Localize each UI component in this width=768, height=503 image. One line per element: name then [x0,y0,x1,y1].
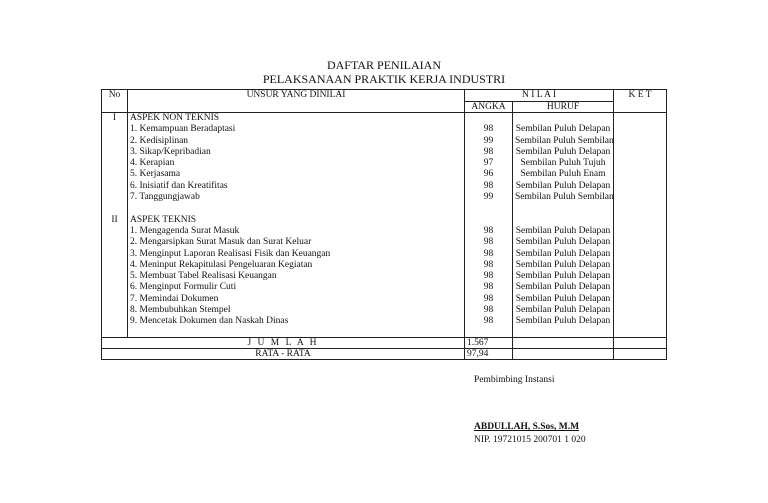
item-angka: 99 [483,135,494,146]
item-huruf: Sembilan Puluh Tujuh [520,158,606,169]
item-label: 7. Memindai Dokumen [130,293,219,304]
header-ket: K E T [614,90,667,113]
rata-label: RATA - RATA [102,349,465,360]
ket-column [614,113,667,338]
item-angka: 98 [483,316,494,327]
item-huruf: Sembilan Puluh Delapan [515,146,611,157]
section-title: ASPEK NON TEKNIS [130,113,220,123]
pembimbing-label: Pembimbing Instansi [474,375,555,385]
item-angka: 98 [483,293,494,304]
item-angka: 98 [483,180,494,191]
item-label: 6. Inisiatif dan Kreatifitas [130,180,228,191]
item-huruf: Sembilan Puluh Enam [520,169,606,180]
header-no: No [102,90,128,113]
item-huruf: Sembilan Puluh Sembilan [515,135,614,146]
item-huruf: Sembilan Puluh Delapan [515,293,611,304]
signatory-name: ABDULLAH, S.Sos, M.M [474,422,580,432]
item-huruf: Sembilan Puluh Delapan [515,259,611,270]
no-column [102,113,128,338]
header-huruf: HURUF [513,102,614,113]
header-nilai: N I L A I [465,90,614,102]
item-label: 5. Membuat Tabel Realisasi Keuangan [130,271,277,282]
header-unsur: UNSUR YANG DINILAI [128,90,465,113]
item-angka: 98 [483,237,494,248]
item-huruf: Sembilan Puluh Sembilan [515,192,614,203]
document-title: DAFTAR PENILAIAN [326,58,442,72]
item-huruf: Sembilan Puluh Delapan [515,271,611,282]
section-title: ASPEK TEKNIS [130,214,197,225]
item-label: 9. Mencetak Dokumen dan Naskah Dinas [130,316,289,327]
item-label: 6. Menginput Formulir Cuti [130,282,237,293]
item-label: 8. Membubuhkan Stempel [130,305,231,316]
item-angka: 99 [483,192,494,203]
item-label: 4. Kerapian [130,158,175,169]
header-angka: ANGKA [465,102,513,113]
item-angka: 98 [483,225,494,236]
item-huruf: Sembilan Puluh Delapan [515,316,611,327]
section-no: I [112,113,117,123]
item-label: 5. Kerjasama [130,169,181,180]
item-label: 1. Mengagenda Surat Masuk [130,225,240,236]
huruf-column [513,113,614,338]
item-angka: 98 [483,124,494,135]
jumlah-label: J U M L A H [102,338,465,349]
item-angka: 96 [483,169,494,180]
document-subtitle: PELAKSANAAN PRAKTIK KERJA INDUSTRI [262,72,506,86]
item-angka: 98 [483,146,494,157]
item-huruf: Sembilan Puluh Delapan [515,305,611,316]
item-angka: 98 [483,248,494,259]
item-label: 2. Mengarsipkan Surat Masuk dan Surat Keluar [130,237,312,248]
item-angka: 97 [483,158,494,169]
item-angka: 98 [483,259,494,270]
item-label: 2. Kedisiplinan [130,135,189,146]
item-huruf: Sembilan Puluh Delapan [515,124,611,135]
signatory-nip: NIP. 19721015 200701 1 020 [474,435,586,445]
item-huruf: Sembilan Puluh Delapan [515,282,611,293]
rata-value: 97,94 [465,349,513,360]
item-label: 3. Sikap/Kepribadian [130,146,211,157]
item-label: 4. Meninput Rekapitulasi Pengeluaran Kegiatan [130,259,313,270]
item-angka: 98 [483,271,494,282]
item-angka: 98 [483,305,494,316]
jumlah-value: 1.567 [465,338,513,349]
item-huruf: Sembilan Puluh Delapan [515,248,611,259]
item-label: 7. Tanggungjawab [130,192,200,203]
assessment-table [101,89,667,360]
item-huruf: Sembilan Puluh Delapan [515,225,611,236]
item-huruf: Sembilan Puluh Delapan [515,180,611,191]
item-angka: 98 [483,282,494,293]
item-label: 1. Kemampuan Beradaptasi [130,124,236,135]
section-no: II [111,214,118,225]
item-label: 3. Menginput Laporan Realisasi Fisik dan Keuangan [130,248,331,259]
item-huruf: Sembilan Puluh Delapan [515,237,611,248]
unsur-column [128,113,465,338]
angka-column [465,113,513,338]
